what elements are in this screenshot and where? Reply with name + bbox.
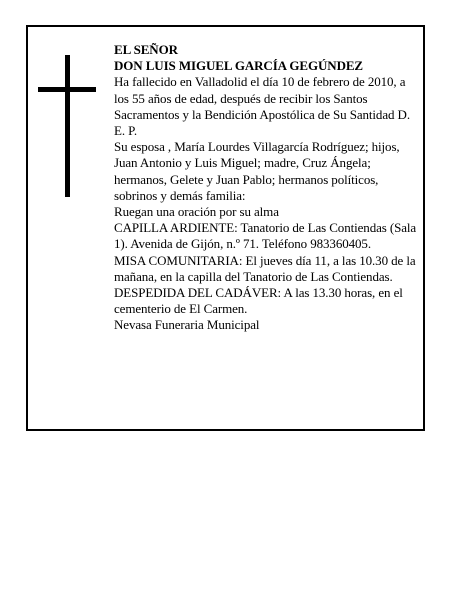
notice-paragraph-farewell: DESPEDIDA DEL CADÁVER: A las 13.30 horas, en el cementerio de El Carmen. bbox=[114, 285, 403, 317]
notice-paragraph-funeral-home: Nevasa Funeraria Municipal bbox=[114, 317, 260, 333]
notice-paragraph-family: Su esposa , María Lourdes Villagarcía Rodríguez; hijos, Juan Antonio y Luis Miguel; madre, Cruz Ángela; hermanos, Gelete y Juan Pablo; hermanos políticos, sobrinos y demás familia: bbox=[114, 139, 400, 203]
notice-paragraph-prayer: Ruegan una oración por su alma bbox=[114, 204, 279, 220]
latin-cross-icon bbox=[38, 55, 96, 197]
notice-text bbox=[114, 42, 419, 334]
notice-heading-title: EL SEÑOR bbox=[114, 42, 178, 57]
notice-paragraph-chapel: CAPILLA ARDIENTE: Tanatorio de Las Contiendas (Sala 1). Avenida de Gijón, n.º 71. Teléfono 983360405. bbox=[114, 220, 417, 252]
cross-vertical-bar bbox=[65, 55, 70, 197]
cross-horizontal-bar bbox=[38, 87, 96, 92]
obituary-notice bbox=[26, 25, 425, 431]
notice-heading-name: DON LUIS MIGUEL GARCÍA GEGÚNDEZ bbox=[114, 58, 363, 74]
notice-paragraph-mass: MISA COMUNITARIA: El jueves día 11, a las 10.30 de la mañana, en la capilla del Tanatorio de Las Contiendas. bbox=[114, 252, 416, 284]
notice-paragraph-death: Ha fallecido en Valladolid el día 10 de febrero de 2010, a los 55 años de edad, después de recibir los Santos Sacramentos y la Bendición Apostólica de Su Santidad D. E. P. bbox=[114, 74, 410, 139]
